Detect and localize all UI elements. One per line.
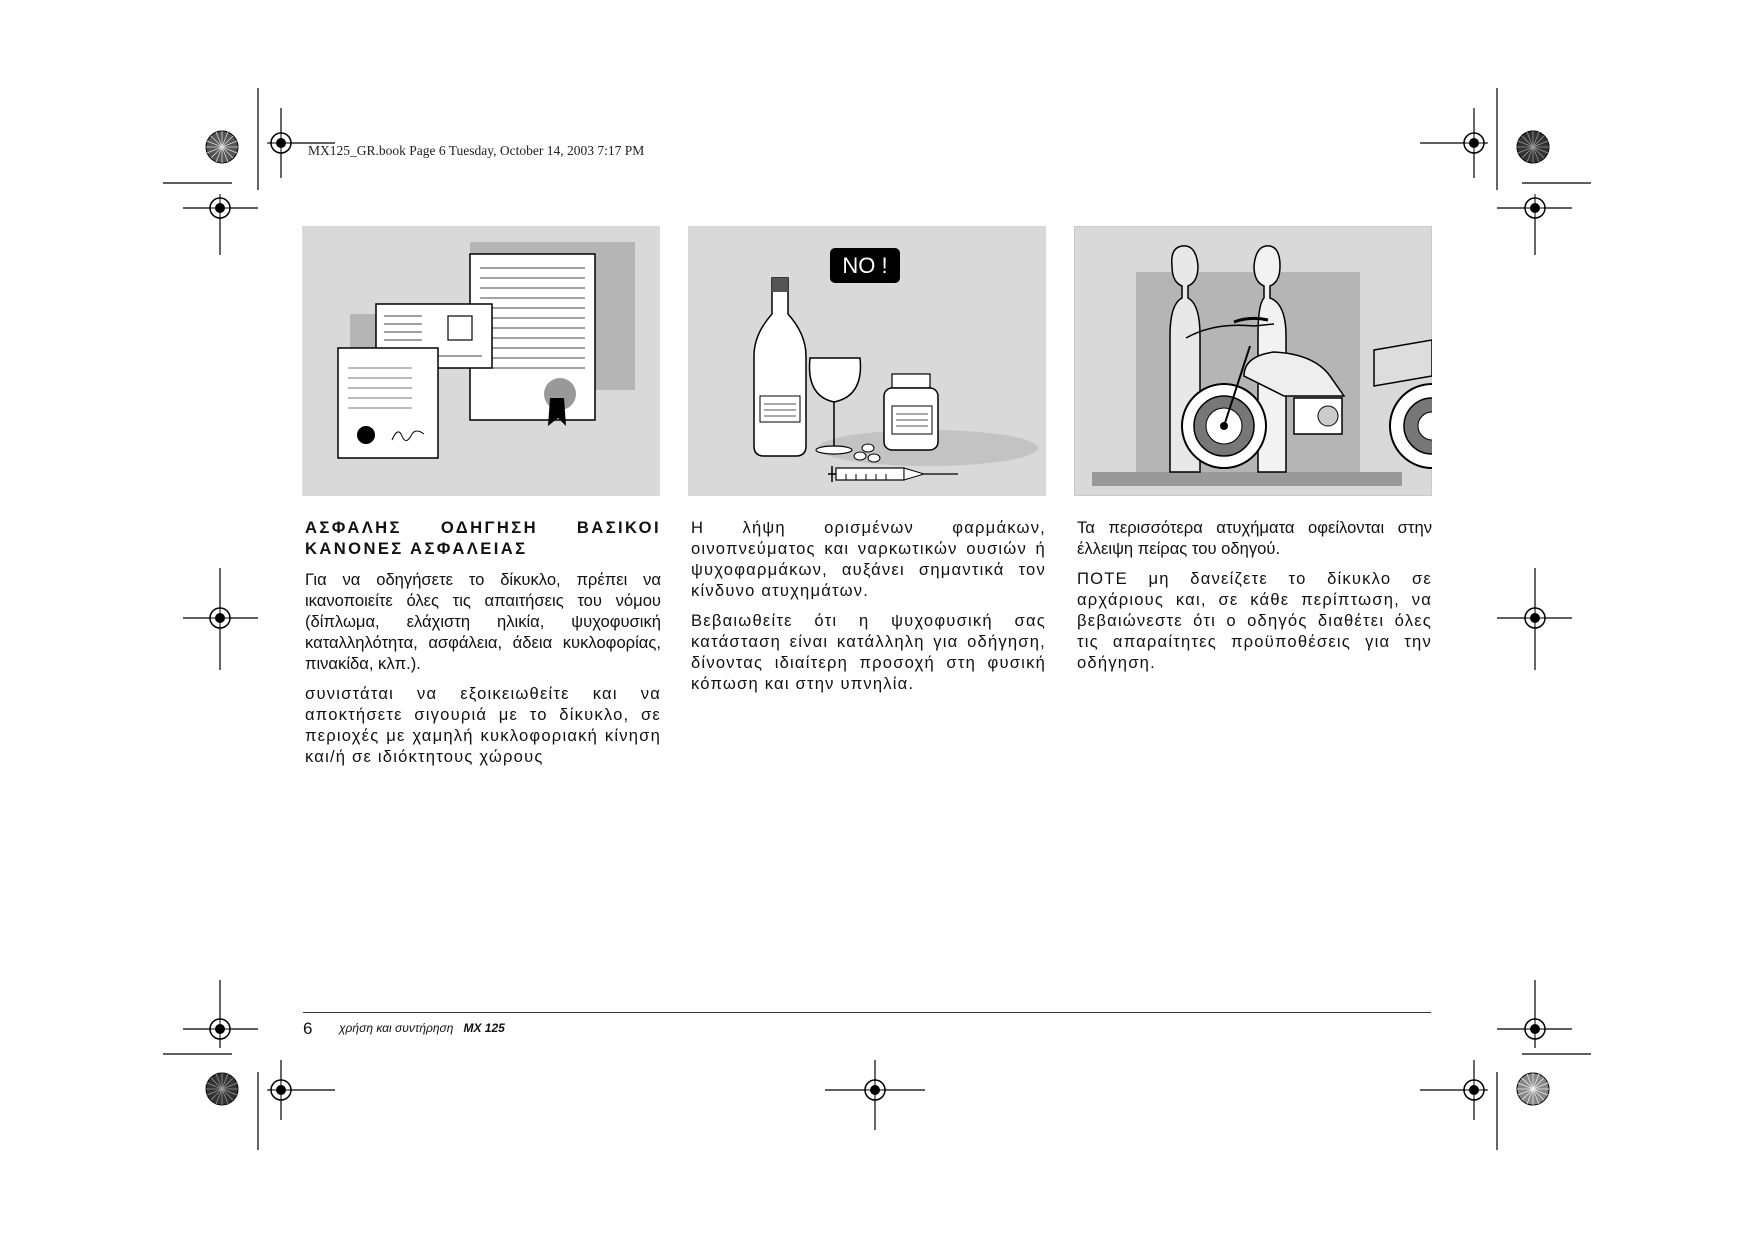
paragraph: Τα περισσότερα ατυχήματα οφείλονται στην έλλειψη πείρας του οδηγού. [1077, 518, 1432, 558]
column-safety-rules [305, 517, 661, 776]
footer-manual-title: χρήση και συντήρηση [339, 1021, 454, 1035]
section-heading: ΑΣΦΑΛΗΣ ΟΔΗΓΗΣΗ ΒΑΣΙΚΟΙ ΚΑΝΟΝΕΣ ΑΣΦΑΛΕΙΑΣ [305, 518, 661, 558]
paragraph: Για να οδηγήσετε το δίκυκλο, πρέπει να ικανοποιείτε όλες τις απαιτήσεις του νόμου (δίπλωμα, ελάχιστη ηλικία, ψυχοφυσική καταλληλότητα, ασφάλεια, άδεια κυκλοφορίας, πινακίδα, κλπ.). [305, 570, 661, 673]
column-alcohol-drugs [691, 517, 1046, 703]
print-header: MX125_GR.book Page 6 Tuesday, October 14, 2003 7:17 PM [308, 143, 645, 158]
paragraph: Βεβαιωθείτε ότι η ψυχοφυσική σας κατάσταση είναι κατάλληλη για οδήγηση, δίνοντας ιδιαίτερη προσοχή στη φυσική κόπωση και στην υπνηλία. [691, 611, 1046, 693]
paragraph: συνιστάται να εξοικειωθείτε και να αποκτήσετε σιγουριά με το δίκυκλο, σε περιοχές με χαμηλή κυκλοφοριακή κίνηση και/ή σε ιδιόκτητους χώρους [305, 684, 661, 766]
paragraph: ΠΟΤΕ μη δανείζετε το δίκυκλο σε αρχάριους και, σε κάθε περίπτωση, να βεβαιώνεστε ότι ο οδηγός διαθέτει όλες τις απαραίτητες προϋποθέσεις για την οδήγηση. [1077, 569, 1432, 672]
alcohol-drugs-illustration [688, 226, 1046, 496]
footer-title [339, 1021, 505, 1035]
no-sign: NO ! [842, 253, 888, 278]
motorcycle-lending-illustration [1074, 226, 1432, 496]
column-lending [1077, 517, 1432, 682]
paragraph: Η λήψη ορισμένων φαρμάκων, οινοπνεύματος και ναρκωτικών ουσιών ή ψυχοφαρμάκων, αυξάνει σημαντικά τον κίνδυνο ατυχημάτων. [691, 518, 1046, 600]
footer-rule [303, 1012, 1431, 1013]
documents-illustration [302, 226, 660, 496]
footer-model: MX 125 [463, 1021, 505, 1035]
page-number: 6 [303, 1019, 313, 1038]
